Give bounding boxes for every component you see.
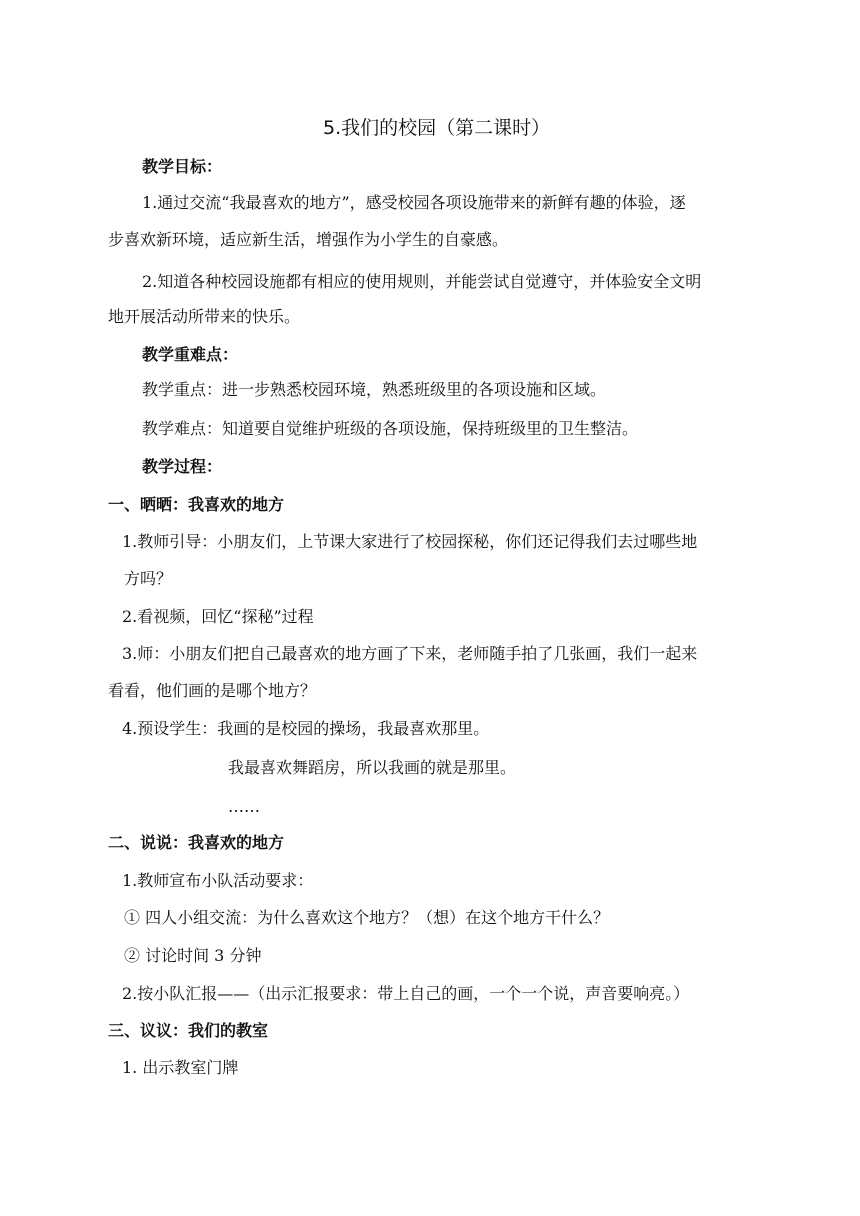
section-1-step-4-line-2: 我最喜欢舞蹈房，所以我画的就是那里。 — [228, 758, 517, 777]
section-2-step-2: 2.按小队汇报——（出示汇报要求：带上自己的画，一个一个说，声音要响亮。） — [122, 984, 690, 1003]
key-points-heading: 教学重难点： — [142, 345, 239, 364]
section-2-requirement-1: ① 四人小组交流：为什么喜欢这个地方？（想）在这个地方干什么？ — [124, 908, 610, 927]
section-1-heading: 一、晒晒：我喜欢的地方 — [108, 495, 285, 514]
section-3-step-1: 1. 出示教室门牌 — [122, 1058, 239, 1077]
section-1-step-4-ellipsis: …… — [228, 797, 260, 816]
section-2-heading: 二、说说：我喜欢的地方 — [108, 833, 285, 852]
section-1-step-2: 2.看视频，回忆“探秘”过程 — [122, 607, 314, 626]
objective-2-line-1: 2.知道各种校园设施都有相应的使用规则，并能尝试自觉遵守，并体验安全文明 — [142, 272, 702, 291]
page-title: 5.我们的校园（第二课时） — [323, 117, 551, 139]
section-1-step-3-line-2: 看看，他们画的是哪个地方？ — [108, 681, 317, 700]
section-1-step-1-line-2: 方吗？ — [124, 569, 173, 588]
section-1-step-3-line-1: 3.师：小朋友们把自己最喜欢的地方画了下来，老师随手拍了几张画，我们一起来 — [122, 644, 698, 663]
teaching-difficulty: 教学难点：知道要自觉维护班级的各项设施，保持班级里的卫生整洁。 — [142, 419, 639, 438]
section-2-step-1: 1.教师宣布小队活动要求： — [122, 871, 314, 890]
teaching-focus: 教学重点：进一步熟悉校园环境，熟悉班级里的各项设施和区域。 — [142, 380, 607, 399]
section-1-step-4-line-1: 4.预设学生：我画的是校园的操场，我最喜欢那里。 — [122, 719, 490, 738]
section-2-requirement-2: ② 讨论时间 3 分钟 — [124, 946, 262, 965]
section-3-heading: 三、议议：我们的教室 — [108, 1021, 269, 1040]
process-heading: 教学过程： — [142, 457, 223, 476]
objective-2-line-2: 地开展活动所带来的快乐。 — [108, 307, 301, 326]
objectives-heading: 教学目标： — [142, 157, 223, 176]
objective-1-line-1: 1.通过交流“我最喜欢的地方”，感受校园各项设施带来的新鲜有趣的体验，逐 — [142, 193, 686, 212]
section-1-step-1-line-1: 1.教师引导：小朋友们，上节课大家进行了校园探秘，你们还记得我们去过哪些地 — [122, 532, 698, 551]
objective-1-line-2: 步喜欢新环境，适应新生活，增强作为小学生的自豪感。 — [108, 230, 509, 249]
